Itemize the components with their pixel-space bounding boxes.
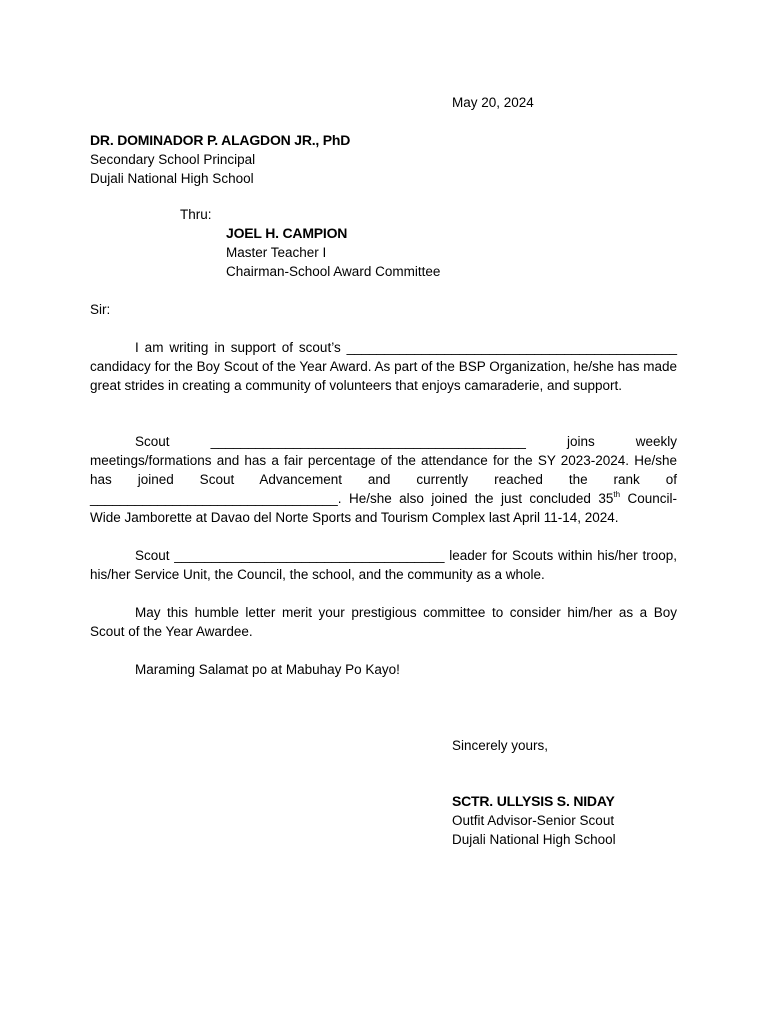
scout-name-blank-3: ____________________________________ [174, 548, 445, 563]
paragraph-thanks-text: Maraming Salamat po at Mabuhay Po Kayo! [135, 662, 400, 677]
paragraph-request [90, 603, 677, 641]
rank-blank: _________________________________ [90, 491, 338, 506]
paragraph-attendance [90, 432, 677, 527]
paragraph-leader-body: leader for Scouts within his/her troop, his/her Service Unit, the Council, the school, and the community as a whole. [90, 548, 677, 582]
scout-name-blank-2: __________________________________________ [210, 434, 526, 449]
thru-label: Thru: [180, 207, 212, 222]
paragraph-request-text: May this humble letter merit your prestigious committee to consider him/her as a Boy Scout of the Year Awardee. [90, 605, 677, 639]
thru-title: Master Teacher I [226, 245, 327, 260]
letter-date: May 20, 2024 [452, 95, 534, 110]
recipient-school: Dujali National High School [90, 171, 254, 186]
paragraph-support-body: candidacy for the Boy Scout of the Year Award. As part of the BSP Organization, he/she has made great strides in creating a community of volunteers that enjoys camaraderie, and support. [90, 359, 677, 393]
salutation: Sir: [90, 302, 111, 317]
recipient-name: DR. DOMINADOR P. ALAGDON JR., PhD [90, 132, 351, 148]
paragraph-attendance-mid: joins weekly meetings/formations and has a fair percentage of the attendance for the SY 2023-2024. He/she has joined Scout Advancement and currently reached the rank of [90, 434, 677, 487]
thru-name: JOEL H. CAMPION [226, 225, 348, 241]
paragraph-attendance-after: . He/she also joined the just concluded 35 [337, 491, 614, 506]
paragraph-leader [90, 546, 677, 584]
paragraph-support [90, 338, 677, 395]
closing: Sincerely yours, [452, 738, 549, 753]
paragraph-leader-lead: Scout [135, 548, 175, 563]
paragraph-attendance-body: Council-Wide Jamborette at Davao del Norte Sports and Tourism Complex last April 11-14, 2024. [90, 491, 677, 525]
paragraph-attendance-lead: Scout [135, 434, 211, 449]
paragraph-support-lead: I am writing in support of scout’s [135, 340, 347, 355]
recipient-title: Secondary School Principal [90, 152, 256, 167]
scout-name-blank: ____________________________________________ [346, 340, 677, 355]
signatory-name: SCTR. ULLYSIS S. NIDAY [452, 793, 615, 809]
paragraph-thanks [90, 660, 677, 679]
signatory-school: Dujali National High School [452, 832, 616, 847]
signatory-title: Outfit Advisor-Senior Scout [452, 813, 615, 828]
ordinal-suffix: th [613, 489, 621, 499]
thru-role: Chairman-School Award Committee [226, 264, 441, 279]
